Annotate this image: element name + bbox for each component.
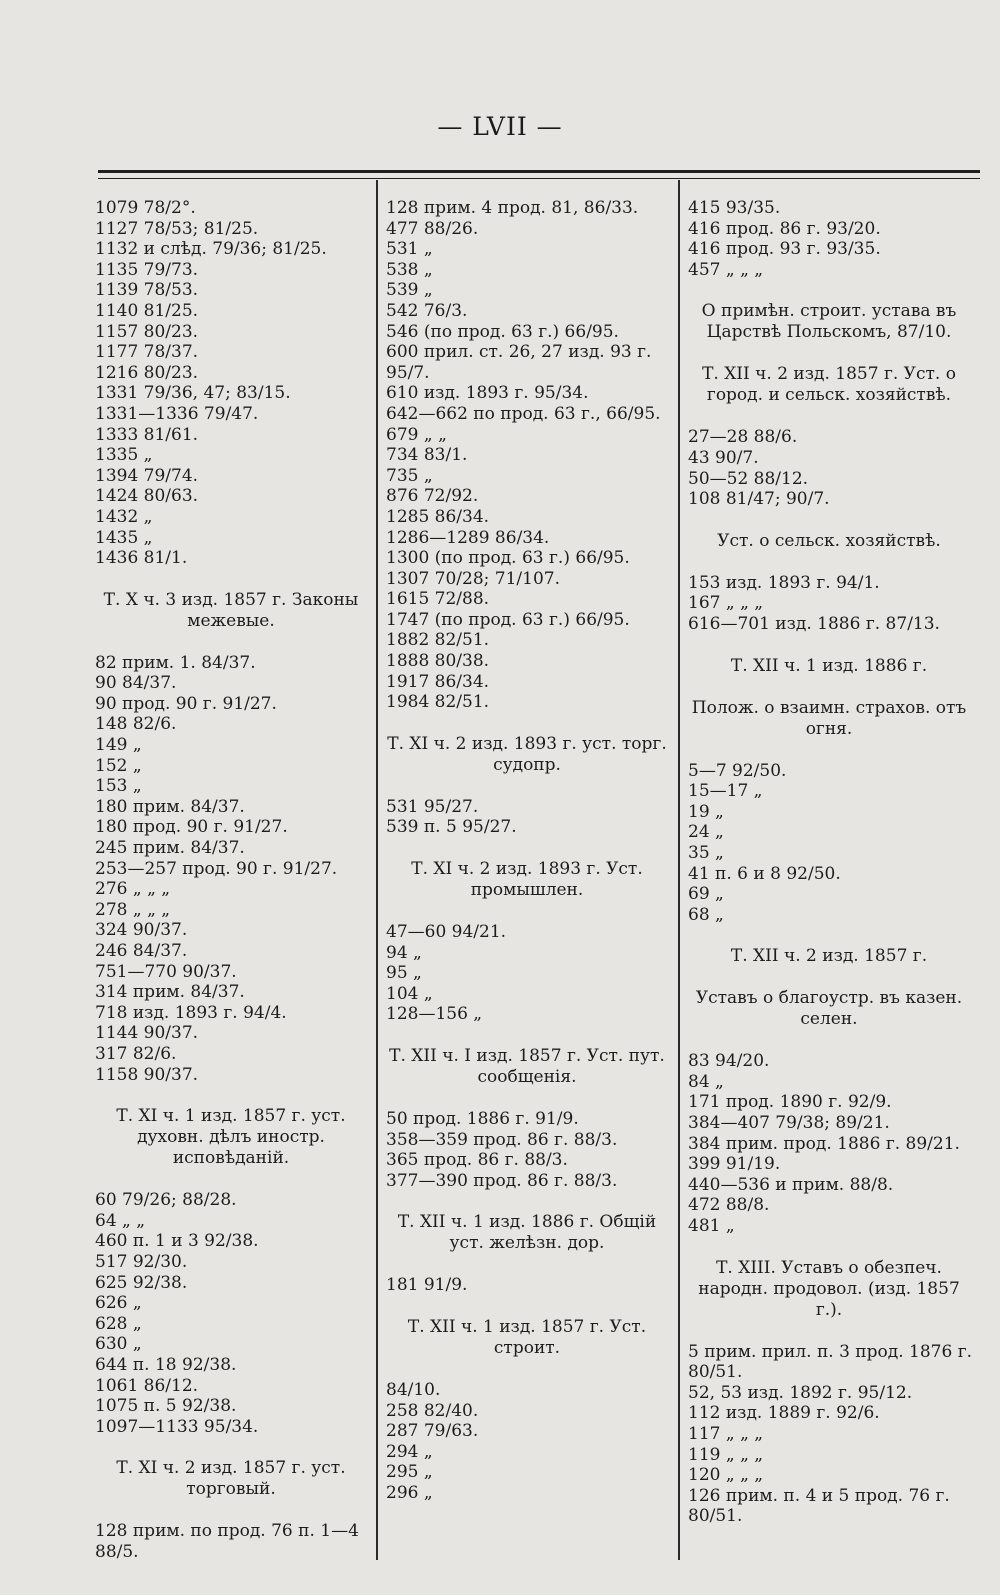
index-entry: 600 прил. ст. 26, 27 изд. 93 г. <box>386 342 652 363</box>
index-entry: 295 „ <box>386 1462 433 1483</box>
index-entry: 82 прим. 1. 84/37. <box>95 652 256 673</box>
index-entry: 1424 80/63. <box>95 486 199 507</box>
index-entry: 1158 90/37. <box>95 1064 199 1085</box>
section-heading: Уставъ о благоустр. въ казен. селен. <box>695 988 963 1030</box>
section-heading: Т. X ч. 3 изд. 1857 г. Законы межевые. <box>103 589 359 631</box>
index-entry: 399 91/19. <box>688 1154 781 1175</box>
index-entry: 1331 79/36, 47; 83/15. <box>95 383 291 404</box>
index-entry: 1394 79/74. <box>95 465 199 486</box>
index-entry: 626 „ <box>95 1293 142 1314</box>
index-entry: 1888 80/38. <box>386 651 490 672</box>
index-entry: 1436 81/1. <box>95 548 188 569</box>
index-entry: 50—52 88/12. <box>688 468 809 489</box>
index-entry: 416 прод. 93 г. 93/35. <box>688 239 881 260</box>
index-entry: 276 „ „ „ <box>95 879 171 900</box>
index-entry: 1135 79/73. <box>95 259 199 280</box>
index-entry: 88/5. <box>95 1541 139 1562</box>
index-entry: 1747 (по прод. 63 г.) 66/95. <box>386 609 630 630</box>
index-entry: 24 „ <box>688 822 724 843</box>
section-heading: Т. XI ч. 2 изд. 1857 г. уст. торговый. <box>116 1458 346 1500</box>
index-entry: 610 изд. 1893 г. 95/34. <box>386 383 589 404</box>
index-entry: 278 „ „ „ <box>95 899 171 920</box>
index-entry: 149 „ <box>95 735 142 756</box>
index-entry: 538 „ <box>386 259 433 280</box>
index-entry: 1335 „ <box>95 445 153 466</box>
index-entry: 324 90/37. <box>95 920 188 941</box>
column-divider-2 <box>678 180 680 1560</box>
section-heading: Т. XII ч. 2 изд. 1857 г. Уст. о город. и сельск. хозяйствѣ. <box>702 364 956 406</box>
header-rule-thin <box>98 178 980 179</box>
index-entry: 1075 п. 5 92/38. <box>95 1396 237 1417</box>
index-entry: 457 „ „ „ <box>688 259 764 280</box>
index-entry: 181 91/9. <box>386 1275 468 1296</box>
index-entry: 546 (по прод. 63 г.) 66/95. <box>386 321 619 342</box>
index-entry: 377—390 прод. 86 г. 88/3. <box>386 1170 618 1191</box>
index-entry: 416 прод. 86 г. 93/20. <box>688 218 881 239</box>
index-entry: 153 изд. 1893 г. 94/1. <box>688 572 880 593</box>
index-entry: 1300 (по прод. 63 г.) 66/95. <box>386 548 630 569</box>
index-entry: 1216 80/23. <box>95 362 199 383</box>
index-column-3 <box>688 198 973 1527</box>
index-entry: 1177 78/37. <box>95 342 199 363</box>
index-entry: 358—359 прод. 86 г. 88/3. <box>386 1129 618 1150</box>
index-entry: 481 „ <box>688 1216 735 1237</box>
index-entry: 317 82/6. <box>95 1043 177 1064</box>
index-entry: 625 92/38. <box>95 1272 188 1293</box>
index-entry: 27—28 88/6. <box>688 427 798 448</box>
index-entry: 95 „ <box>386 963 422 984</box>
index-entry: 180 прод. 90 г. 91/27. <box>95 817 288 838</box>
section-heading: Т. XI ч. 2 изд. 1893 г. Уст. промышлен. <box>411 859 643 901</box>
index-entry: 83 94/20. <box>688 1051 770 1072</box>
index-entry: 472 88/8. <box>688 1195 770 1216</box>
index-entry: 120 „ „ „ <box>688 1465 764 1486</box>
index-entry: 1882 82/51. <box>386 630 490 651</box>
index-entry: 104 „ <box>386 983 433 1004</box>
index-entry: 1132 и слѣд. 79/36; 81/25. <box>95 239 327 260</box>
index-entry: 1984 82/51. <box>386 692 490 713</box>
index-entry: 1079 78/2°. <box>95 198 196 218</box>
index-entry: 477 88/26. <box>386 218 479 239</box>
index-entry: 1333 81/61. <box>95 424 199 445</box>
index-entry: 108 81/47; 90/7. <box>688 489 830 510</box>
index-entry: 95/7. <box>386 362 430 383</box>
index-entry: 117 „ „ „ <box>688 1424 764 1444</box>
index-entry: 60 79/26; 88/28. <box>95 1190 237 1211</box>
index-entry: 1432 „ <box>95 506 153 527</box>
index-entry: 539 п. 5 95/27. <box>386 817 517 838</box>
index-entry: 1061 86/12. <box>95 1375 199 1396</box>
index-entry: 642—662 по прод. 63 г., 66/95. <box>386 403 661 424</box>
index-entry: 296 „ <box>386 1482 433 1503</box>
index-entry: 148 82/6. <box>95 714 177 735</box>
index-entry: 1331—1336 79/47. <box>95 403 259 424</box>
index-entry: 35 „ <box>688 842 724 863</box>
index-entry: 460 п. 1 и 3 92/38. <box>95 1231 259 1252</box>
index-entry: 294 „ <box>386 1441 433 1462</box>
index-entry: 287 79/63. <box>386 1421 479 1442</box>
section-heading: Т. XII ч. 2 изд. 1857 г. <box>730 946 928 967</box>
index-entry: 734 83/1. <box>386 445 468 466</box>
index-entry: 245 прим. 84/37. <box>95 838 245 859</box>
index-entry: 152 „ <box>95 755 142 776</box>
index-entry: 246 84/37. <box>95 941 188 961</box>
index-entry: 171 прод. 1890 г. 92/9. <box>688 1092 892 1113</box>
index-entry: 1144 90/37. <box>95 1023 199 1044</box>
index-entry: 167 „ „ „ <box>688 593 764 614</box>
index-entry: 41 п. 6 и 8 92/50. <box>688 863 841 884</box>
index-entry: 258 82/40. <box>386 1400 479 1421</box>
index-entry: 628 „ <box>95 1313 142 1334</box>
index-entry: 751—770 90/37. <box>95 961 237 982</box>
index-entry: 69 „ <box>688 884 724 905</box>
index-entry: 50 прод. 1886 г. 91/9. <box>386 1109 579 1129</box>
index-entry: 112 изд. 1889 г. 92/6. <box>688 1403 880 1424</box>
index-entry: 90 84/37. <box>95 673 177 694</box>
index-entry: 43 90/7. <box>688 447 759 468</box>
index-entry: 90 прод. 90 г. 91/27. <box>95 693 277 714</box>
section-heading: Полож. о взаимн. страхов. отъ огня. <box>691 697 967 739</box>
index-entry: 1097—1133 95/34. <box>95 1416 259 1437</box>
index-column-2 <box>386 198 668 1504</box>
column-divider-1 <box>376 180 378 1560</box>
index-entry: 153 „ <box>95 776 142 797</box>
section-heading: Т. XII ч. I изд. 1857 г. Уст. пут. сообщенія. <box>389 1046 665 1087</box>
index-entry: 542 76/3. <box>386 300 468 321</box>
index-column-1 <box>95 198 367 1562</box>
section-heading: Уст. о сельск. хозяйствѣ. <box>717 530 941 551</box>
index-entry: 1435 „ <box>95 527 153 548</box>
index-entry: 630 „ <box>95 1334 142 1355</box>
index-entry: 531 95/27. <box>386 796 479 817</box>
index-entry: 84 „ <box>688 1071 724 1092</box>
index-entry: 679 „ „ <box>386 424 447 445</box>
index-entry: 539 „ <box>386 280 433 301</box>
index-entry: 718 изд. 1893 г. 94/4. <box>95 1002 287 1023</box>
index-entry: 64 „ „ <box>95 1210 146 1231</box>
index-entry: 15—17 „ <box>688 781 763 802</box>
index-entry: 1140 81/25. <box>95 300 199 321</box>
index-entry: 128 прим. по прод. 76 п. 1—4 <box>95 1521 359 1542</box>
header-rule <box>98 170 980 173</box>
index-entry: 517 92/30. <box>95 1251 188 1272</box>
section-heading: Т. XII ч. 1 изд. 1886 г. Общій уст. желѣзн. дор. <box>397 1212 657 1254</box>
page-folio: — LVII — <box>437 112 563 141</box>
index-entry: 84/10. <box>386 1379 441 1400</box>
index-entry: 415 93/35. <box>688 198 781 218</box>
index-entry: 19 „ <box>688 801 724 822</box>
index-entry: 531 „ <box>386 239 433 260</box>
index-entry: 180 прим. 84/37. <box>95 796 245 817</box>
index-entry: 365 прод. 86 г. 88/3. <box>386 1150 568 1171</box>
index-entry: 616—701 изд. 1886 г. 87/13. <box>688 613 940 634</box>
index-entry: 128 прим. 4 прод. 81, 86/33. <box>386 198 639 218</box>
index-entry: 80/51. <box>688 1362 743 1383</box>
index-entry: 52, 53 изд. 1892 г. 95/12. <box>688 1382 913 1403</box>
section-heading: Т. XIII. Уставъ о обезпеч. народн. продовол. (изд. 1857 г.). <box>698 1257 960 1320</box>
index-entry: 1286—1289 86/34. <box>386 527 550 548</box>
index-entry: 1139 78/53. <box>95 280 199 301</box>
index-entry: 440—536 и прим. 88/8. <box>688 1174 894 1195</box>
index-entry: 644 п. 18 92/38. <box>95 1354 237 1375</box>
index-entry: 94 „ <box>386 942 422 963</box>
section-heading: Т. XI ч. 1 изд. 1857 г. уст. духовн. дѣлъ иностр. исповѣданій. <box>116 1106 346 1169</box>
index-entry: 68 „ <box>688 904 724 925</box>
section-heading: Т. XII ч. 1 изд. 1886 г. <box>730 655 928 676</box>
index-entry: 1127 78/53; 81/25. <box>95 218 259 239</box>
index-entry: 119 „ „ „ <box>688 1444 764 1465</box>
index-entry: 1917 86/34. <box>386 671 490 692</box>
index-entry: 1615 72/88. <box>386 589 490 610</box>
index-entry: 876 72/92. <box>386 486 479 507</box>
section-heading: Т. XII ч. 1 изд. 1857 г. Уст. строит. <box>407 1316 647 1358</box>
index-entry: 1307 70/28; 71/107. <box>386 568 561 589</box>
index-entry: 128—156 „ <box>386 1004 483 1025</box>
index-entry: 126 прим. п. 4 и 5 прод. 76 г. <box>688 1485 950 1506</box>
index-entry: 384 прим. прод. 1886 г. 89/21. <box>688 1133 960 1154</box>
index-entry: 47—60 94/21. <box>386 922 507 943</box>
index-entry: 1157 80/23. <box>95 321 199 342</box>
index-entry: 5 прим. прил. п. 3 прод. 1876 г. <box>688 1341 973 1362</box>
index-entry: 1285 86/34. <box>386 506 490 527</box>
index-entry: 735 „ <box>386 465 433 486</box>
index-entry: 384—407 79/38; 89/21. <box>688 1113 890 1134</box>
index-entry: 253—257 прод. 90 г. 91/27. <box>95 858 338 879</box>
index-entry: 80/51. <box>688 1506 743 1527</box>
section-heading: Т. XI ч. 2 изд. 1893 г. уст. торг. судопр. <box>387 733 667 775</box>
section-heading: О примѣн. строит. устава въ Царствѣ Польскомъ, 87/10. <box>701 301 957 343</box>
index-entry: 5—7 92/50. <box>688 760 787 781</box>
index-entry: 314 прим. 84/37. <box>95 982 245 1003</box>
